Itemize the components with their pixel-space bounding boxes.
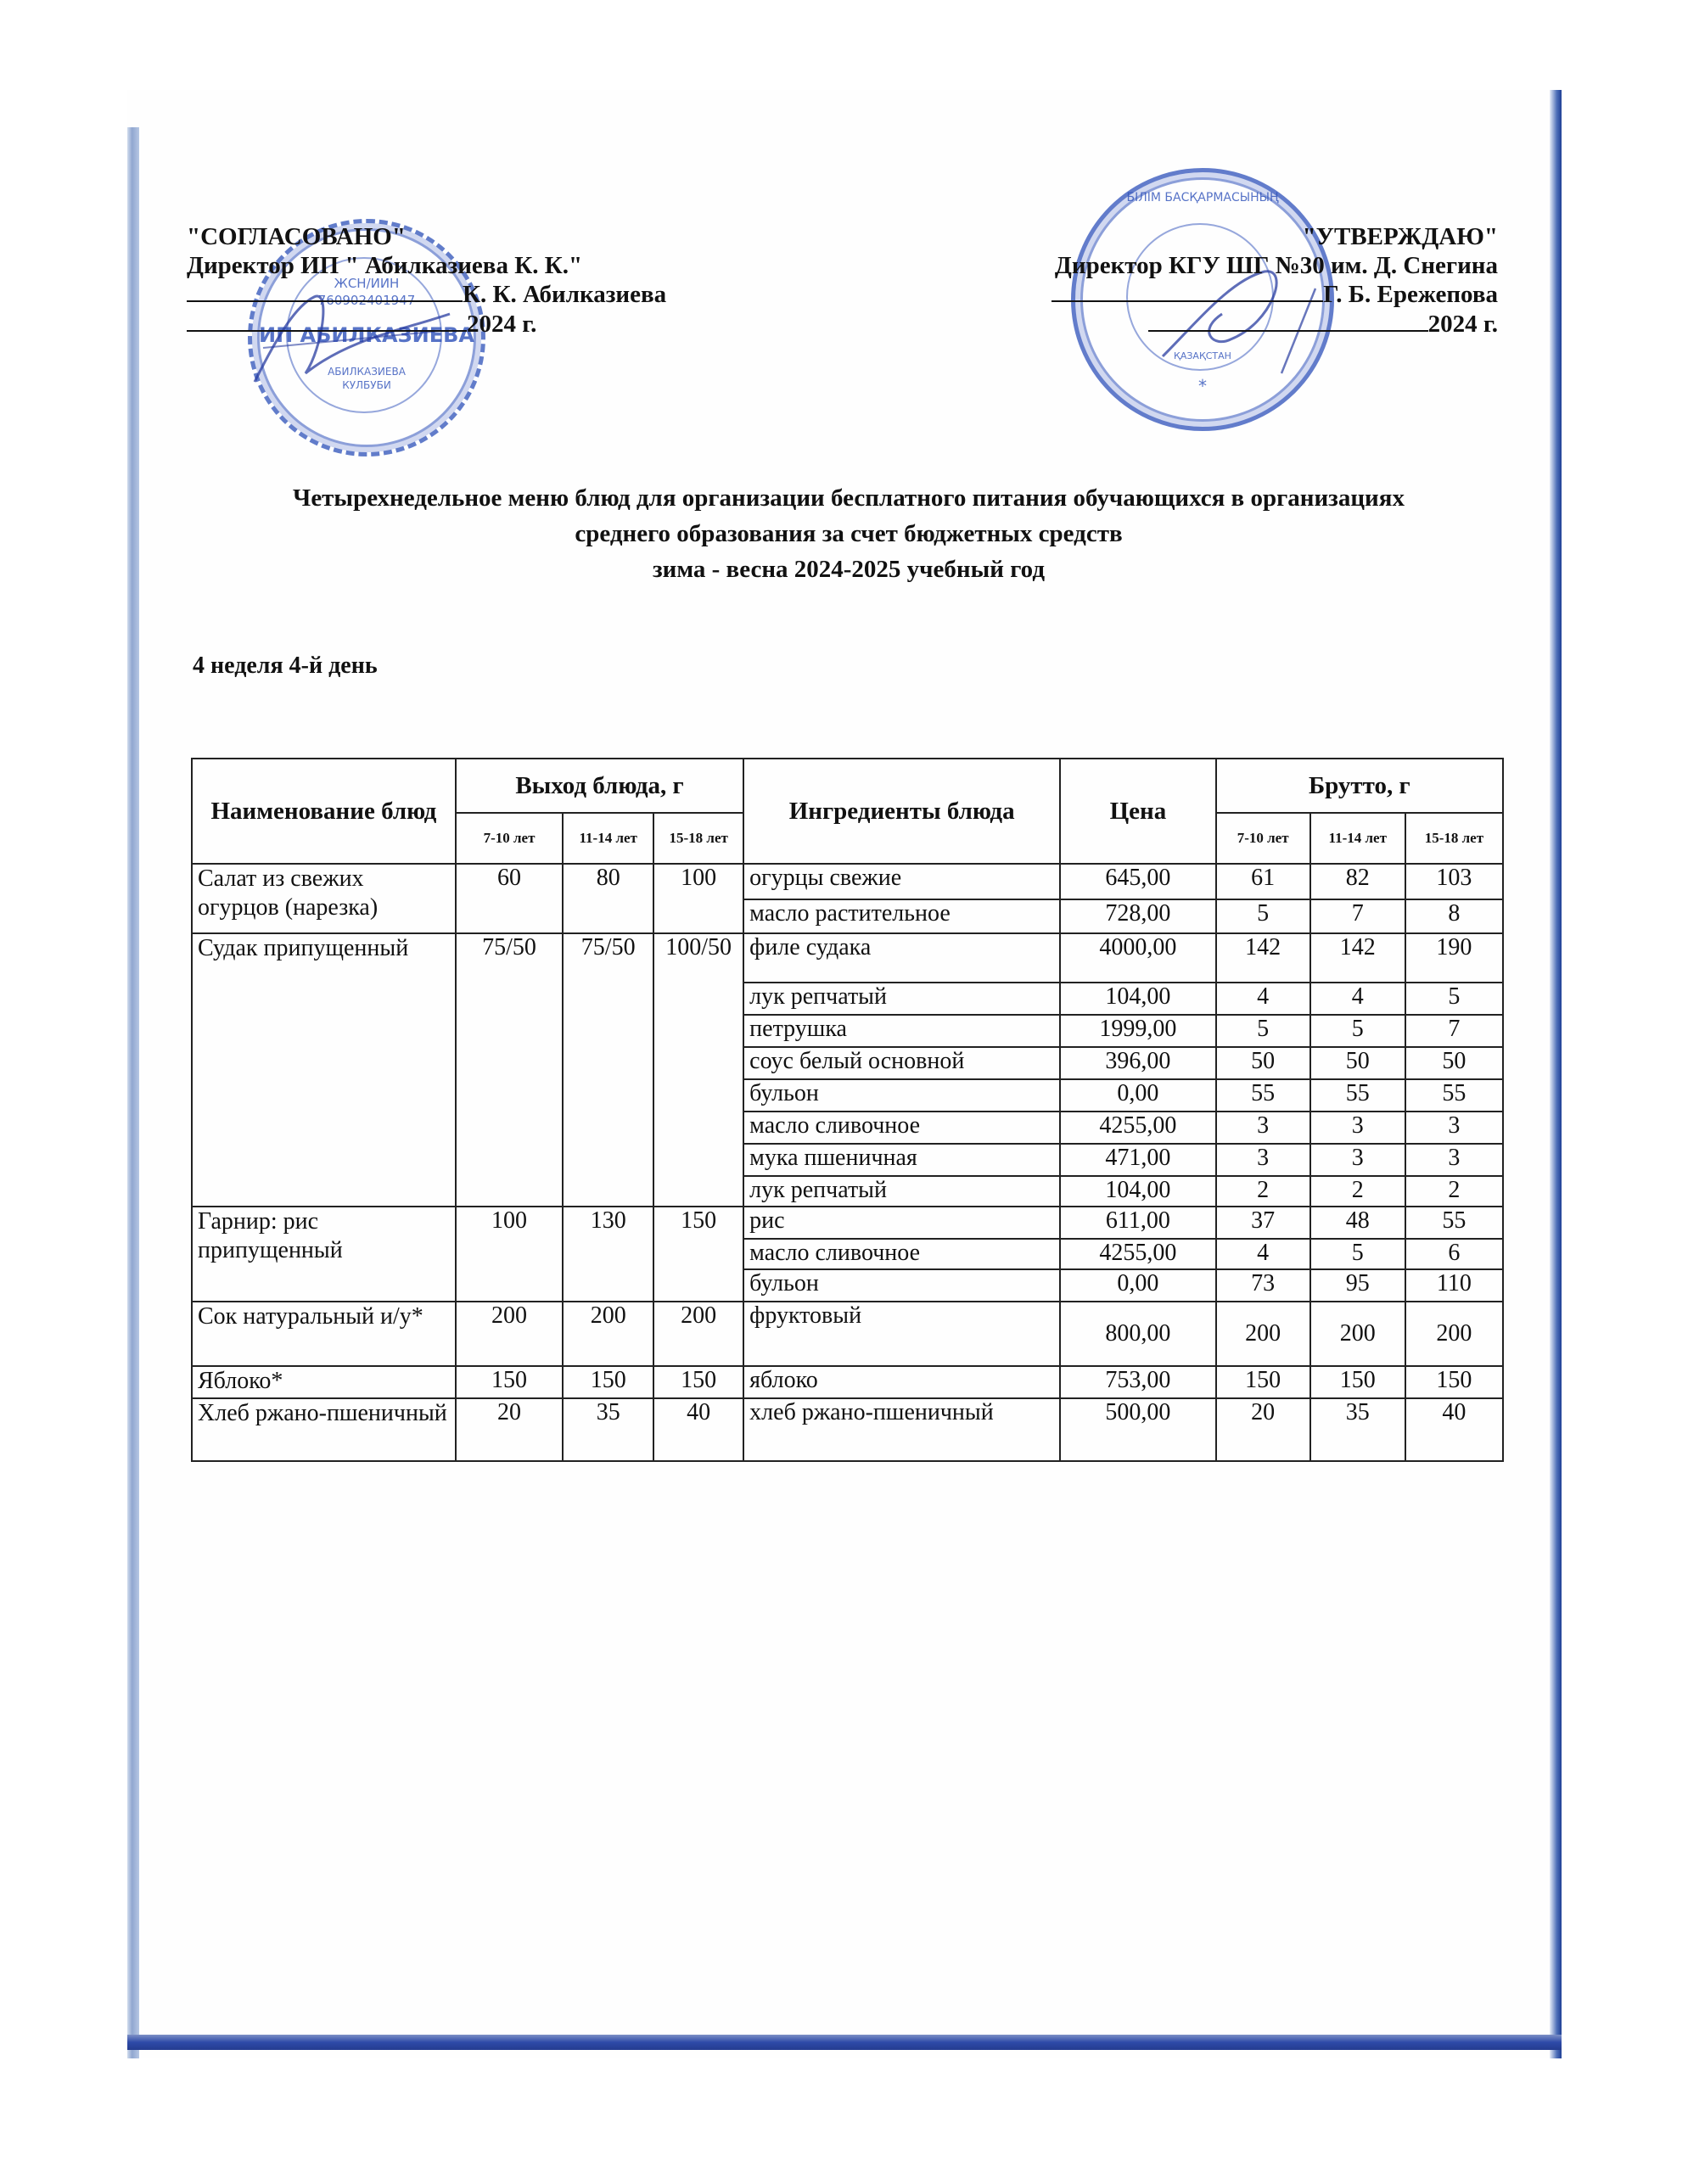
brutto-cell: 5 (1216, 899, 1310, 933)
agreed-date-row (187, 310, 713, 339)
ingredient-name-cell: петрушка (743, 1015, 1060, 1047)
brutto-cell: 5 (1405, 983, 1503, 1015)
week-day-label: 4 неделя 4-й день (193, 652, 378, 679)
price-cell: 500,00 (1060, 1398, 1215, 1461)
dish-name-cell: Салат из свежих огурцов (нарезка) (192, 864, 456, 933)
brutto-cell: 73 (1216, 1269, 1310, 1302)
ingredient-name-cell: фруктовый (743, 1302, 1060, 1366)
stamp-left-text-1: ЖСН/ИИН (334, 276, 400, 291)
brutto-cell: 200 (1405, 1302, 1503, 1366)
ingredient-name-cell: лук репчатый (743, 1176, 1060, 1207)
signature-line (1051, 282, 1323, 302)
brutto-cell: 150 (1405, 1366, 1503, 1398)
title-line-1: Четырехнедельное меню блюд для организации бесплатного питания обучающихся в организациях (293, 484, 1405, 512)
yield-cell: 150 (653, 1366, 743, 1398)
yield-cell: 100 (653, 864, 743, 933)
document-title (178, 480, 1519, 587)
price-cell: 611,00 (1060, 1207, 1215, 1239)
brutto-cell: 7 (1310, 899, 1405, 933)
ingredient-name-cell: соус белый основной (743, 1047, 1060, 1079)
price-cell: 396,00 (1060, 1047, 1215, 1079)
ingredient-name-cell: лук репчатый (743, 983, 1060, 1015)
brutto-cell: 3 (1216, 1112, 1310, 1144)
agreed-date: 2024 г. (467, 310, 537, 338)
price-cell: 0,00 (1060, 1269, 1215, 1302)
header-brutto-age-1: 7-10 лет (1216, 813, 1310, 864)
brutto-cell: 35 (1310, 1398, 1405, 1461)
brutto-cell: 5 (1216, 1015, 1310, 1047)
stamp-right-star: * (1198, 376, 1207, 396)
table-row (192, 1302, 1503, 1366)
brutto-cell: 5 (1310, 1015, 1405, 1047)
agreed-signature-row (187, 280, 713, 309)
yield-cell: 150 (456, 1366, 563, 1398)
approved-heading: "УТВЕРЖДАЮ" (1302, 223, 1498, 250)
yield-cell: 80 (563, 864, 653, 933)
header-brutto-age-3: 15-18 лет (1405, 813, 1503, 864)
brutto-cell: 55 (1216, 1079, 1310, 1112)
ingredient-name-cell: масло растительное (743, 899, 1060, 933)
brutto-cell: 142 (1310, 933, 1405, 983)
price-cell: 0,00 (1060, 1079, 1215, 1112)
price-cell: 4255,00 (1060, 1239, 1215, 1269)
yield-cell: 150 (653, 1207, 743, 1302)
ingredient-name-cell: бульон (743, 1079, 1060, 1112)
yield-cell: 200 (563, 1302, 653, 1366)
dish-name-cell: Яблоко* (192, 1366, 456, 1398)
brutto-cell: 3 (1310, 1112, 1405, 1144)
agreed-position: Директор ИП " Абилказиева К. К." (187, 252, 583, 280)
yield-cell: 75/50 (456, 933, 563, 1207)
stamp-left-text-4: АБИЛКАЗИЕВА (328, 366, 406, 378)
brutto-cell: 40 (1405, 1398, 1503, 1461)
price-cell: 4255,00 (1060, 1112, 1215, 1144)
brutto-cell: 50 (1310, 1047, 1405, 1079)
brutto-cell: 37 (1216, 1207, 1310, 1239)
brutto-cell: 4 (1310, 983, 1405, 1015)
brutto-cell: 50 (1216, 1047, 1310, 1079)
price-cell: 4000,00 (1060, 933, 1215, 983)
brutto-cell: 3 (1405, 1112, 1503, 1144)
ingredient-name-cell: масло сливочное (743, 1112, 1060, 1144)
brutto-cell: 50 (1405, 1047, 1503, 1079)
yield-cell: 75/50 (563, 933, 653, 1207)
price-cell: 104,00 (1060, 983, 1215, 1015)
menu-table (191, 758, 1504, 1462)
signature-line (187, 282, 463, 302)
brutto-cell: 4 (1216, 1239, 1310, 1269)
brutto-cell: 8 (1405, 899, 1503, 933)
yield-cell: 130 (563, 1207, 653, 1302)
page-edge-left (127, 127, 139, 2058)
page-edge-right (1550, 90, 1562, 2058)
page-edge-bottom (127, 2035, 1562, 2050)
title-line-2: среднего образования за счет бюджетных средств (575, 520, 1123, 548)
yield-cell: 100/50 (653, 933, 743, 1207)
stamp-right-text-2: ҚАЗАҚСТАН (1174, 350, 1231, 361)
brutto-cell: 7 (1405, 1015, 1503, 1047)
agreed-name: К. К. Абилказиева (463, 281, 667, 309)
yield-cell: 200 (456, 1302, 563, 1366)
brutto-cell: 82 (1310, 864, 1405, 899)
dish-name-cell: Судак припущенный (192, 933, 456, 1207)
brutto-cell: 61 (1216, 864, 1310, 899)
header-yield: Выход блюда, г (456, 759, 743, 813)
table-row (192, 933, 1503, 983)
brutto-cell: 150 (1310, 1366, 1405, 1398)
header-dish-name: Наименование блюд (192, 759, 456, 864)
brutto-cell: 150 (1216, 1366, 1310, 1398)
yield-cell: 100 (456, 1207, 563, 1302)
price-cell: 645,00 (1060, 864, 1215, 899)
price-cell: 471,00 (1060, 1144, 1215, 1176)
brutto-cell: 3 (1310, 1144, 1405, 1176)
brutto-cell: 20 (1216, 1398, 1310, 1461)
brutto-cell: 2 (1216, 1176, 1310, 1207)
header-price: Цена (1060, 759, 1215, 864)
brutto-cell: 110 (1405, 1269, 1503, 1302)
approved-position: Директор КГУ ШГ №30 им. Д. Снегина (1054, 252, 1498, 280)
approved-date: 2024 г. (1427, 310, 1498, 338)
brutto-cell: 200 (1216, 1302, 1310, 1366)
approved-date-row (984, 310, 1498, 339)
ingredient-name-cell: филе судака (743, 933, 1060, 983)
brutto-cell: 3 (1216, 1144, 1310, 1176)
brutto-cell: 55 (1405, 1079, 1503, 1112)
brutto-cell: 55 (1310, 1079, 1405, 1112)
header-brutto: Брутто, г (1216, 759, 1503, 813)
brutto-cell: 190 (1405, 933, 1503, 983)
brutto-cell: 103 (1405, 864, 1503, 899)
stamp-left-text-3: ИП АБИЛКАЗИЕВА (258, 323, 474, 347)
dish-name-cell: Сок натуральный и/у* (192, 1302, 456, 1366)
brutto-cell: 2 (1405, 1176, 1503, 1207)
yield-cell: 200 (653, 1302, 743, 1366)
dish-name-cell: Хлеб ржано-пшеничный (192, 1398, 456, 1461)
brutto-cell: 3 (1405, 1144, 1503, 1176)
yield-cell: 20 (456, 1398, 563, 1461)
yield-cell: 40 (653, 1398, 743, 1461)
brutto-cell: 142 (1216, 933, 1310, 983)
ingredient-name-cell: огурцы свежие (743, 864, 1060, 899)
approval-block-approved (984, 222, 1498, 339)
table-row (192, 1366, 1503, 1398)
header-yield-age-3: 15-18 лет (653, 813, 743, 864)
yield-cell: 60 (456, 864, 563, 933)
price-cell: 753,00 (1060, 1366, 1215, 1398)
header-yield-age-1: 7-10 лет (456, 813, 563, 864)
brutto-cell: 6 (1405, 1239, 1503, 1269)
table-row (192, 1207, 1503, 1239)
yield-cell: 35 (563, 1398, 653, 1461)
price-cell: 1999,00 (1060, 1015, 1215, 1047)
brutto-cell: 2 (1310, 1176, 1405, 1207)
stamp-left-text-5: КУЛБУБИ (342, 379, 391, 391)
table-row (192, 864, 1503, 899)
agreed-heading: "СОГЛАСОВАНО" (187, 223, 406, 250)
ingredient-name-cell: бульон (743, 1269, 1060, 1302)
price-cell: 104,00 (1060, 1176, 1215, 1207)
header-ingredients: Ингредиенты блюда (743, 759, 1060, 864)
brutto-cell: 200 (1310, 1302, 1405, 1366)
brutto-cell: 95 (1310, 1269, 1405, 1302)
approved-name: Г. Б. Ережепова (1323, 281, 1498, 309)
header-yield-age-2: 11-14 лет (563, 813, 653, 864)
price-cell: 800,00 (1060, 1302, 1215, 1366)
ingredient-name-cell: хлеб ржано-пшеничный (743, 1398, 1060, 1461)
approved-signature-row (984, 280, 1498, 309)
table-row (192, 1398, 1503, 1461)
title-line-3: зима - весна 2024-2025 учебный год (652, 556, 1046, 584)
brutto-cell: 48 (1310, 1207, 1405, 1239)
ingredient-name-cell: мука пшеничная (743, 1144, 1060, 1176)
brutto-cell: 4 (1216, 983, 1310, 1015)
header-brutto-age-2: 11-14 лет (1310, 813, 1405, 864)
ingredient-name-cell: яблоко (743, 1366, 1060, 1398)
date-line (187, 311, 467, 332)
menu-table-body (192, 864, 1503, 1461)
ingredient-name-cell: масло сливочное (743, 1239, 1060, 1269)
approval-block-agreed (187, 222, 713, 339)
date-line (1148, 311, 1428, 332)
ingredient-name-cell: рис (743, 1207, 1060, 1239)
stamp-right-text-1: БІЛІМ БАСҚАРМАСЫНЫҢ (1126, 191, 1279, 204)
stamp-left-text-2: 760902401947 (317, 293, 416, 308)
brutto-cell: 55 (1405, 1207, 1503, 1239)
dish-name-cell: Гарнир: рис припущенный (192, 1207, 456, 1302)
brutto-cell: 5 (1310, 1239, 1405, 1269)
yield-cell: 150 (563, 1366, 653, 1398)
price-cell: 728,00 (1060, 899, 1215, 933)
